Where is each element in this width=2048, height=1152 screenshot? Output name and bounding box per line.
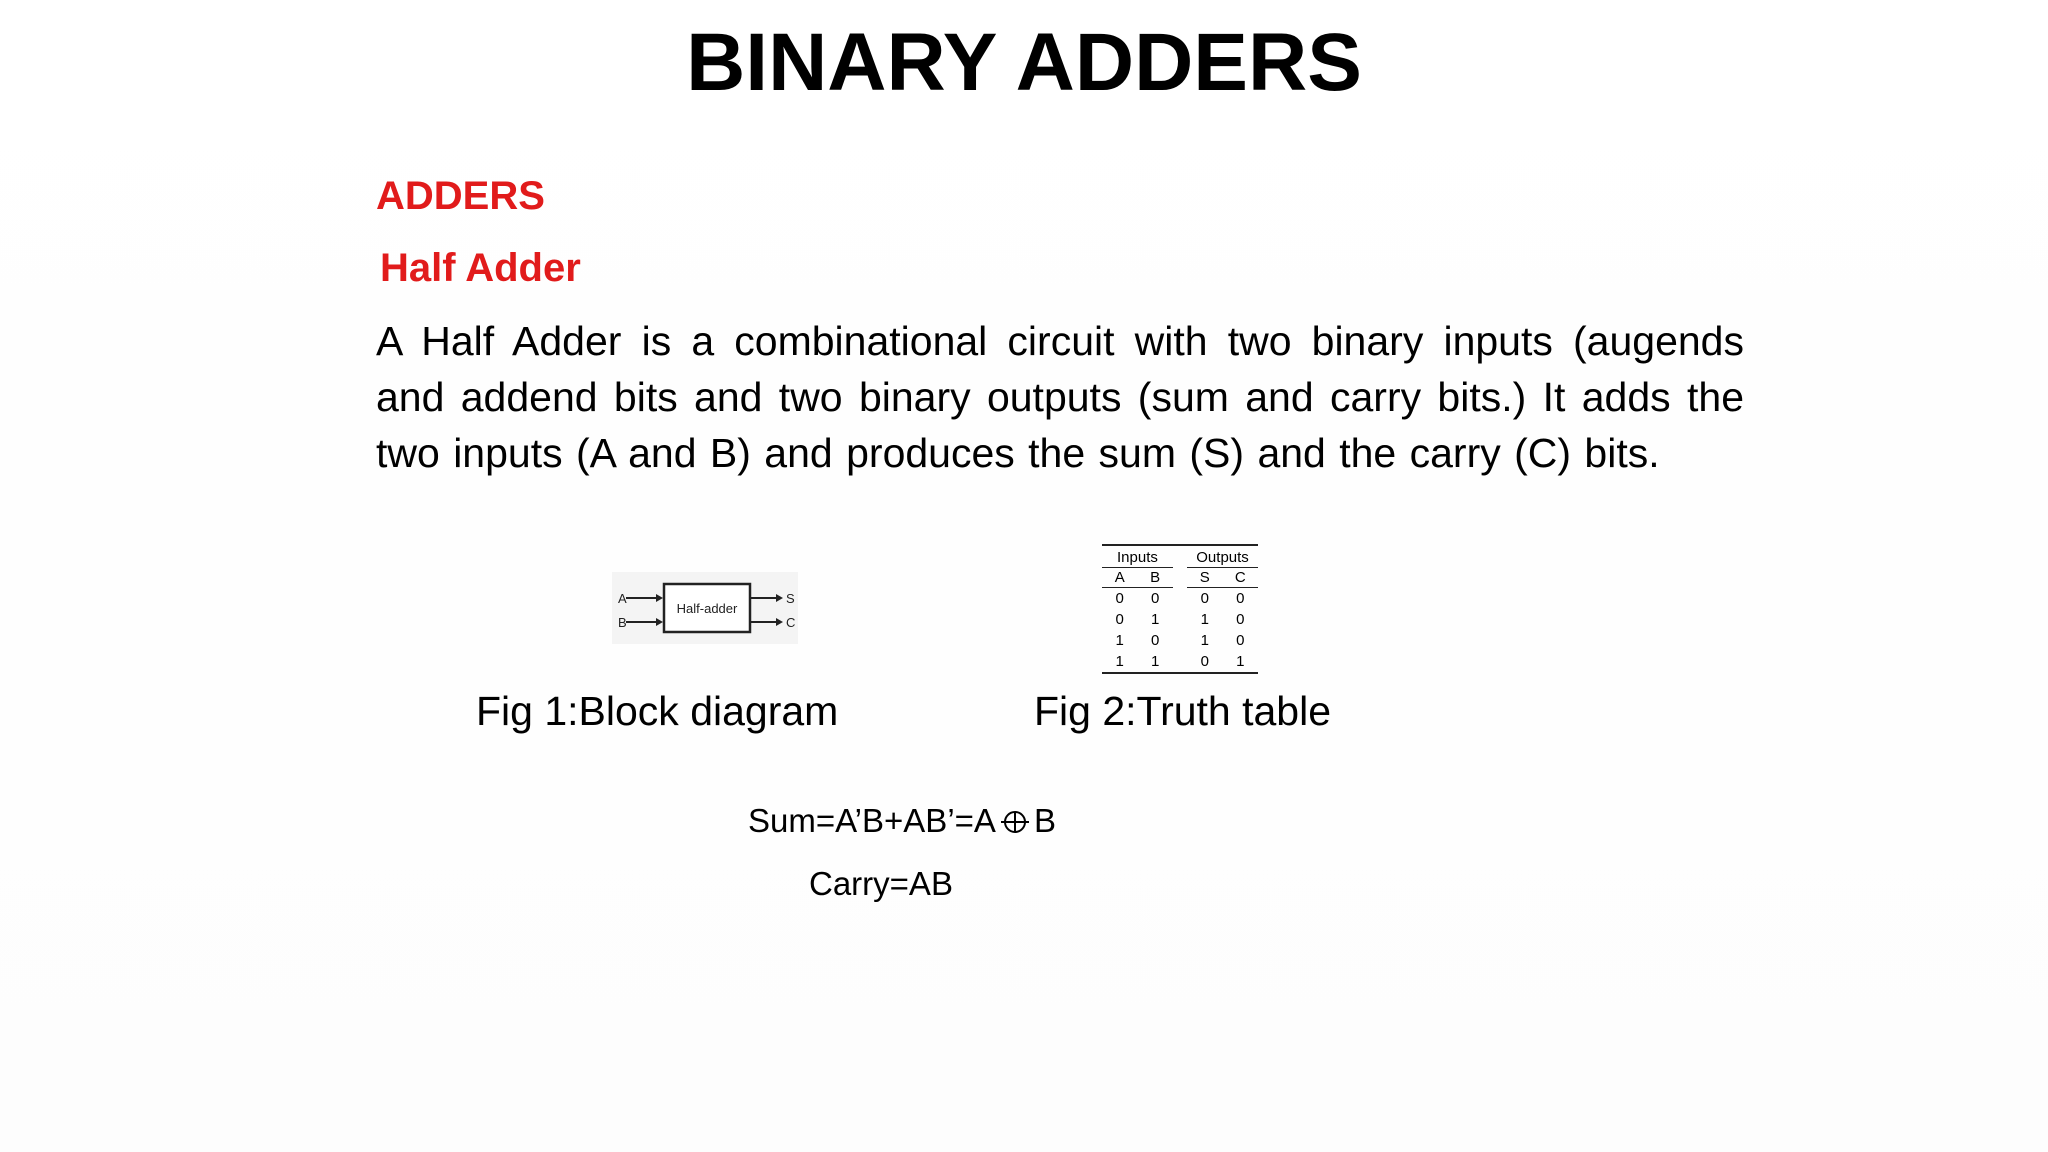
cell: 1	[1200, 632, 1209, 649]
cell: 0	[1236, 590, 1245, 607]
fig2-caption: Fig 2:Truth table	[1034, 688, 1332, 734]
sum-formula-right: B	[1033, 802, 1056, 839]
cell: 0	[1115, 611, 1124, 628]
header-b: B	[1137, 568, 1172, 588]
cell: 1	[1115, 653, 1124, 670]
label-input-b: B	[618, 615, 627, 630]
header-c: C	[1223, 568, 1258, 588]
cell: 0	[1151, 632, 1160, 649]
xor-icon	[998, 806, 1032, 844]
sum-formula-left: Sum=A’B+AB’=A	[748, 802, 996, 839]
table-row	[1102, 651, 1258, 673]
description-paragraph: A Half Adder is a combinational circuit with two binary inputs (augends and addend bits and two binary outputs (sum and carry bits.) It adds the two inputs (A and B) and produces the sum (S) and the carry (C) bits.	[376, 318, 1744, 476]
truth-table	[1102, 544, 1258, 674]
carry-formula: Carry=AB	[809, 865, 953, 902]
cell: 0	[1151, 590, 1160, 607]
header-s: S	[1187, 568, 1222, 588]
cell: 1	[1236, 653, 1245, 670]
subsection-heading: Half Adder	[380, 246, 581, 290]
cell: 0	[1236, 611, 1245, 628]
slide-title: BINARY ADDERS	[686, 17, 1362, 108]
sum-formula	[748, 802, 1056, 844]
header-outputs: Outputs	[1187, 545, 1258, 568]
half-adder-block-diagram	[612, 572, 798, 644]
label-output-c: C	[786, 615, 796, 630]
cell: 1	[1151, 611, 1160, 628]
truth-table-group-header-row	[1102, 545, 1258, 568]
cell: 1	[1115, 632, 1124, 649]
cell: 1	[1200, 611, 1209, 628]
label-box: Half-adder	[676, 601, 738, 616]
table-row	[1102, 588, 1258, 610]
header-inputs: Inputs	[1102, 545, 1173, 568]
fig1-caption: Fig 1:Block diagram	[476, 688, 839, 734]
section-heading: ADDERS	[376, 174, 545, 218]
cell: 0	[1200, 590, 1209, 607]
table-row	[1102, 630, 1258, 651]
label-output-s: S	[786, 591, 795, 606]
cell: 0	[1115, 590, 1124, 607]
truth-table-column-header-row	[1102, 568, 1258, 588]
cell: 0	[1200, 653, 1209, 670]
label-input-a: A	[618, 591, 627, 606]
cell: 1	[1151, 653, 1160, 670]
cell: 0	[1236, 632, 1245, 649]
table-row	[1102, 609, 1258, 630]
header-a: A	[1102, 568, 1137, 588]
